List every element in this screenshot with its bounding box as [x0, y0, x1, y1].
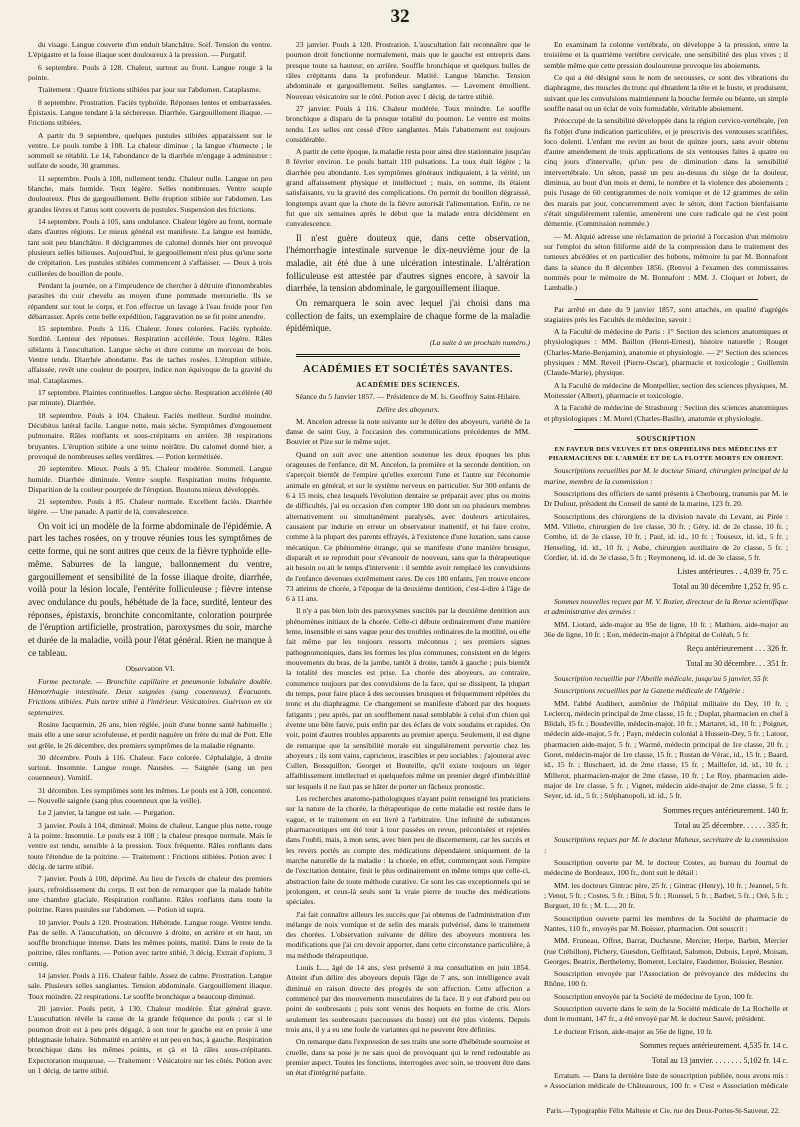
academy-title: ACADÉMIE DES SCIENCES. [356, 380, 460, 389]
paragraph: 14 janvier. Pouls à 116. Chaleur faible. Assez de calme. Prostration. Langue sale. Plusieurs selles sanglantes. Tension abdominale. Gargouillement iliaque. Toux moindre. 22 respirations. Le souffle bronchique a beaucoup diminué. [28, 971, 272, 1001]
paragraph: M. Ancelon adresse la note suivante sur le délire des aboyeurs, variété de la danse de saint Guy, à l'occasion des communications précédentes de MM. Bouvier et Pize sur le même sujet. [286, 416, 530, 447]
paragraph: Rosine Jacquemin, 26 ans, bien réglée, jouit d'une bonne santé habituelle ; mais elle a une sœur scrofuleuse, et perdit naguère un frère du mal de Pott. Elle est grêle, le 26 décembre, des premiers symptômes de la maladie régnante. [28, 719, 272, 750]
paragraph: MM. Liotard, aide-major au 95e de ligne, 10 fr. ; Mathieu, aide-major au 36e de ligne, 10 fr. ; Eon, médecin-major à l'hôpital de Coléah, 5 fr. [544, 619, 788, 639]
paragraph: Le 2 janvier, la langue est sale. — Purgation. [38, 808, 175, 818]
paragraph: — M. Alquié adresse une réclamation de priorité à l'occasion d'un mémoire sur l'emploi du séton filiforme aidé de la compression dans le traitement des tumeurs abcédées et en particulier des bubons, mémoire lu par M. Bonnafont dans la séance du 8 décembre 1856. (Renvoi à l'examen des commissaires nommés pour le mémoire de M. Bonnafont : MM. J. Cloquet et Jobert, de Lamballe.) [544, 231, 788, 293]
paragraph: MM. les docteurs Gintrac père, 25 fr. ; Gintrac (Henry), 10 fr. ; Jeannel, 5 fr. ; Venot, 5 fr. ; Costes, 5 fr. ; Bitot, 5 fr. ; Roussel, 5 fr. ; Barbet, 5 fr. ; Orè, 5 fr. ; Burguet, 10 fr. ; M. L..., 20 fr. [544, 880, 788, 911]
paragraph: MM. l'abbé Audibert, aumônier de l'hôpital militaire du Dey, 10 fr. ; Leclercq, médecin principal de 2me classe, 15 fr. ; Duplat, pharmacien en chef à Blidah, 15 fr. ; Boudeville, médecin-major, 10 fr. ; Martaret, id., 10 fr. ; Poignet, médecin aide-major, 5 fr. ; Payn, médecin colonial à Hussein-Dey, 5 fr. ; Latour, pharmacien aide-major, 5 fr. ; Warmé, médecin principal de 1re classe, 20 fr. ; Goret, médecin-major de 1re classe, 15 fr. ; Rustan de Vérac, id., 15 fr. ; Baard, id., 15 fr. ; Buschaert, id. de 2me classe, 15 fr. ; Maillefer, id. id., 10 fr. ; Millerot, pharmacien-major de 2me classe, 10 fr. ; Le Roy, pharmacien aide-major de 1re classe, 5 fr. ; Vignet, médecin aide-major de 2me classe, 5 fr. ; Seyer, id. id., 5 fr. ; Stéphanopoli, id. id., 5 fr. [544, 698, 788, 801]
summary-paragraph: On voit ici un modèle de la forme abdominale de l'épidémie. A part les taches rosées, on y trouve réunies tous les symptômes de cette forme, qui ne sont autres que ceux de la fièvre typhoïde elle-même. Saburres de la langue, ballonnement du ventre, gargouillement et sensibilité de la fosse iliaque droite, diarrhée, voilà pour la lésion locale, l'entérite folliculeuse ; fièvre intense avec ondulance du pouls, hébétude de la face, surdité, lenteur des réponses, épistaxis, bronchite concomitante, coloration pourprée de l'éruption artificielle, prostration, paroxysmes du soir, marche et durée de la maladie, voilà pour l'état général. Rien ne manque à ce tableau. [28, 520, 272, 658]
paragraph: 8 septembre. Prostration. Faciès typhoïde. Réponses lentes et embarrassées. Épistaxis. Langue tendant à la sécheresse. Diarrhée. Gargouillement iliaque. — Frictions stibiées. [28, 97, 272, 128]
paragraph: Souscriptions recueillies par la Gazette médicale de l'Algérie : [554, 686, 745, 696]
divider [574, 429, 758, 430]
total-line: Total au 13 janvier. . . . . . . . 5,102 fr. 14 c. [651, 1055, 788, 1065]
paragraph: Souscriptions des officiers de santé présents à Cherbourg, transmis par M. le Dr Dufour, président du Conseil de santé de la marine, 123 fr. 20. [544, 488, 788, 509]
paragraph: A la Faculté de médecine de Montpellier, section des sciences physiques, M. Moitessier (Albert), pharmacie et toxicologie. [544, 380, 788, 400]
total-line: Reçu antérieurement . . . 326 fr. [686, 644, 788, 654]
printer-imprint: Paris.—Typographie Félix Malteste et Cie, rue des Deux-Portes-St-Sauveur, 22. [546, 1106, 780, 1115]
section-title: ACADÉMIES ET SOCIÉTÉS SAVANTES. [303, 364, 513, 376]
paragraph: 23 janvier. Pouls à 120. Prostration. L'auscultation fait reconnaître que le poumon droit fonctionne normalement, mais que le gauche est entrepris dans presque toute sa hauteur, en arrière. Souffle bronchique et quelques bulles de râles crépitants dans la profondeur. Matité. Langue blanche. Tension abdominale et gargouillement. Selles sanglantes. — Lavement émollient. Nouveau vésicatoire sur le côté. Potion avec 1 décig. de tartre stibié. [286, 40, 530, 101]
paragraph: 31 décembre. Les symptômes sont les mêmes. Le pouls est à 108, concentré. — Nouvelle saignée (sang plus couenneux que la veille). [28, 785, 272, 806]
paragraph: Souscription ouverte dans le sein de la Société médicale de La Rochelle et dont le montant, 147 fr., a été envoyé par M. le docteur Sauvé, président. [544, 1004, 788, 1024]
paragraph: Préoccupé de la sensibilité développée dans la région cervico-vertébrale, j'en fis l'objet d'une indication particulière, et je prescrivis des ventouses scarifiées, loco dolenti. L'enfant me revint au bout de quinze jours, sans avoir obtenu d'autre amendement de trois applications de six ventouses faites à quatre ou cinq jours d'intervalle, qu'un peu de diminution dans la sensibilité intervertébrale. Un séton, passé un peu au-dessus du siège de la douleur, diminua, au bout d'un mois et demi, le nombre et la violence des aboiements ; puis l'usage de 60 centigrammes de noix vomique et de 12 grammes de selin des marais par jour, concurremment avec le séton, dont l'action bienfaisante s'était singulièrement ralentie, amenèrent une cure radicale qui ne s'est point démentie. (Commission nommée.) [544, 116, 788, 229]
paragraph: 11 septembre. Pouls à 108, nullement tendu. Chaleur nulle. Langue un peu blanche, mais humide. Toux légère. Selles nombreuses. Ventre souple douloureux. Plus de gargouillement. Belle éruption stibiée sur l'abdomen. Les grandes lèvres et l'anus sont couverts de pustules. Suspension des frictions. [28, 173, 272, 214]
paragraph: Sommes nouvelles reçues par M. V. Rozier, directeur de la Revue scientifique et administrative des armées : [544, 596, 788, 617]
paragraph: Souscriptions reçues par M. le docteur Maheux, secrétaire de la commission : [544, 835, 788, 855]
paragraph: Les recherches anatomo-pathologiques n'ayant point renseigné les praticiens sur la nature de la chorée, la thérapeutique de cette maladie est restée dans le vague, et le traitement en est livré à l'arbitraire. Une infinité de substances pharmaceutiques ont été tour à tour passées en revue, préconisées et rejetées dans l'oubli, mais, à mon sens, avec bien peu de discernement, car les succès et les revers portés au compte des médications dépendaient uniquement de la marche naturelle de la maladie : la chorée, en effet, commençant sous l'empire de l'excitation dentaire, finit le plus ordinairement en même temps que celle-ci, abstraction faite de toute méthode curative. Ce sont les cas exceptionnels qui se prolongent, et ceux-là seuls sont la vraie pierre de touche des médications spéciales. [286, 794, 530, 907]
paragraph: du visage. Langue couverte d'un enduit blanchâtre. Soif. Tension du ventre. L'épigastre et la fosse iliaque sont douloureux à la pression. — Purgatif. [28, 40, 272, 60]
paragraph: A partir du 9 septembre, quelques pustules stibiées apparaissent sur le ventre. Le pouls tombe à 108. La chaleur diminue ; la langue s'humecte ; le sommeil se rétablit. Le 14, l'abondance de la diarrhée m'engage à administrer : sulfate de soude, 30 grammes. [28, 130, 272, 171]
paragraph: 10 janvier. Pouls à 120. Prostration. Hébétude. Langue rouge. Ventre tendu. Pas de selle. A l'auscultation, on découvre à droite, en arrière et en haut, un souffle bronchique intense. Dans les mêmes points, matité. Dans le reste de la poitrine, râles ronflants. — Potion avec tartre stibié, 3 décig. Extrait d'opium, 3 centig. [28, 917, 272, 968]
total-line: Sommes reçues antérieurement. 4,535 fr. 14 c. [639, 1041, 788, 1051]
paragraph: 14 septembre. Pouls à 105, sans ondulance. Chaleur légère au front, normale dans d'autres régions. Le mieux général est manifeste. La langue est humide, tant soit peu blanchâtre. 8 décigrammes de calomel donnés hier ont provoqué plusieurs selles bilieuses. Aujourd'hui, le gargouillement n'est plus qu'une sorte de crépitation. Les pustules stibiées commencent à s'affaisser. — Deux à trois cuillerées de bouillon de poule. [28, 217, 272, 278]
paragraph: Louis L..., âgé de 14 ans, s'est présenté à ma consultation en juin 1854. Atteint d'un délire des aboyeurs depuis l'âge de 7 ans, son intelligence avait diminué en raison directe des progrès de son affection. Cette affection a commencé par des mouvements musculaires de la face. Il y eut d'abord peu ou point de soubresauts ; puis sont venus des hoquets en forme de cris. Alors seulement les soubresauts (secousses du buste) ont été plus violents. Depuis trois ans, il y a eu une foule de variantes qui ne peuvent être définies. [286, 963, 530, 1034]
paragraph: Par arrêté en date du 9 janvier 1857, sont attachés, en qualité d'agrégés stagiaires près les Facultés de médecine, savoir : [544, 304, 788, 324]
divider [574, 299, 758, 300]
page-number: 32 [390, 6, 410, 27]
total-line: Total au 30 décembre. . . 351 fr. [686, 659, 788, 669]
total-line: Listes antérieures . . 4,039 fr. 75 c. [677, 567, 788, 577]
paragraph: 3 janvier. Pouls à 104, diminué. Moins de chaleur. Langue plus nette, rouge à la pointe. Insomnie. Le pouls est à 108 ; la chaleur presque normale. Mais le ventre est tendu, sensible à la pression. Toux fréquente. Râles ronflants dans toute l'étendue de la poitrine. — Traitement : Frictions stibiées. Potion avec 1 décig. de tartre stibié. [28, 820, 272, 871]
paragraph: Quand on suit avec une attention soutenue les deux époques les plus orageuses de l'enfance, dit M. Ancelon, la première et la seconde dentition, on s'aperçoit bientôt de l'empire qu'elles exercent l'une et l'autre sur l'économie animale en général, et sur le système nerveux en particulier. Sur 300 enfants de 6 à 15 mois, chez lesquels l'évolution dentaire se préparait avec plus ou moins de difficultés, j'ai eu occasion d'en compter 180 dont un ou plusieurs membres alternativement ou simultanément paralysés, avec douleurs articulaires, causaient par indurie en erreur un observateur inattentif, et lui faire croire, comme à la plupart des parents effrayés, à l'existence d'une luxation, sans cause mécanique. Ce phénomène étrange, qui se manifeste d'une manière brusque, disparaît et se reproduit pour s'évanouir de nouveau, sans que la thérapeutique ait besoin ou ait le temps d'intervenir : il semble avoir remplacé les convulsions de l'enfance devenues extrêmement rares. De ces 180 enfants, j'en trouve encore 73 atteints de chorée, à l'époque de la deuxième dentition, c'est-à-dire à l'âge de 6 à 11 ans. [286, 449, 530, 604]
subscription-subtitle: EN FAVEUR DES VEUVES ET DES ORPHELINS DES MÉDECINS ET PHARMACIENS DE L'ARMÉE ET DE LA FLOTTE MORTS EN ORIENT. [548, 446, 784, 463]
paragraph: MM. Fruneau, Offret, Barrat, Duchesne, Mercier, Herpe, Barbin, Mercier (rue Crébillon), Pichery, Guesdon, Geffriaud, Salomon, Dubois, Lepré, Moisan, Georges, Beatrix, Berthelemy, Bomeret, Leclaire, Faudemer, Boissier, Besnier. [544, 936, 788, 966]
paragraph: Il n'est guère douteux que, dans cette observation, l'hémorrhagie intestinale survenue le dix-neuvième jour de la maladie, ait été due à une ulcération intestinale. L'altération folliculeuse est attestée par d'autres signes encore, à savoir la diarrhée, la tension abdominale, le gargouillement iliaque. [286, 232, 530, 294]
session-line: Séance du 5 Janvier 1857. — Présidence de M. Is. Geoffroy Saint-Hilaire. [295, 392, 521, 402]
paragraph: Traitement : Quatre frictions stibiées par jour sur l'abdomen. Cataplasme. [38, 85, 261, 95]
paragraph: Pendant la journée, on a l'imprudence de chercher à détruire d'innombrables parasites du cuir chevelu au moyen d'une pommade mercurielle. Ils se répandent sur tout le corps, et l'on effectue un lavage à l'eau froide pour l'en débarrasser. Après cette belle expédition, l'aggravation ne se fit point attendre. [28, 280, 272, 321]
paragraph: Souscription ouverte parmi les membres de la Société de pharmacie de Nantes, 110 fr., envoyés par M. Boisser, pharmacien. Ont souscrit : [544, 913, 788, 933]
total-line: Total au 25 décembre. . . . . . 335 fr. [674, 820, 788, 830]
paragraph: Il n'y a pas bien loin des paroxysmes suscités par la deuxième dentition aux phénomènes initiaux de la chorée. Celle-ci débute ordinairement d'une manière lente, insensible et sans vague pour des troubles ordinaires de la motilité, ou elle fait même par les toujours ressorts méconnus ; ses premiers signes pathognomoniques, dans les formes les plus communes, consistent en de légers mouvements du bras, de la jambe, tantôt à droite, tantôt à gauche ; puis bientôt la totalité des muscles est prise. La chorée des aboyeurs, au contraire, commence toujours par des convulsions de la face, qui se dissipent, la plupart du temps, pour faire place à des secousses brusques et fréquemment répétées du tronc et du diaphragme. Ce changement se manifeste d'abord par des hoquets fatigants ; peu après, par un soufflement nasal semblable à celui d'un chien qui évente une bête fauve, puis enfin par des éclats de voix soudains et rapides. On voit, point d'autres troubles apparents au premier aperçu. Seulement, il est digne de remarque que la sensibilité morale est singulièrement pervertie chez les aboyeurs ; ils sont vains, capricieux, irascibles et peu sociables : j'ajouterai avec Cullen, Bossquillon, Georget et Bouteille, qu'il existe toujours un léger affaiblissement intellectuel et quelquefois même un premier degré d'imbécillité sur lesquels il ne faut pas se hâter de porter un fâcheux pronostic. [286, 606, 530, 791]
column-1 [28, 40, 272, 1090]
paragraph: Souscription recueillie par l'Abeille médicale, jusqu'au 5 janvier, 55 fr. [554, 673, 769, 683]
paragraph: Souscription envoyée par la Société de médecine de Lyon, 100 fr. [554, 991, 754, 1001]
column-2 [286, 40, 530, 1090]
paragraph: 15 septembre. Pouls à 116. Chaleur. Joues colorées. Faciès typhoïde. Surdité. Lenteur des réponses. Respiration accélérée. Toux légère. Râles sibilants à l'auscultation. Langue sèche et dure comme un morceau de bois. Ventre tendu. Diarrhée abondante. Pas de taches rosées. L'éruption stibiée, affaissée, revêt une couleur de pourpre, indice non équivoque de la gravité du mal. Cataplasmes. [28, 324, 272, 385]
paragraph: Souscription envoyée par l'Association de prévoyance des médecins du Rhône, 100 fr. [544, 969, 788, 989]
observation-lead: Forme pectorale. — Bronchite capillaire et pneumonie lobulaire double. Hémorrhagie intestinale. Deux saignées (sang couenneux). Évacuants. Frictions stibiées. Puis tartre stibié à l'intérieur. Vésicatoires. Guérison en six septenaires. [28, 676, 272, 717]
divider [296, 354, 520, 357]
paragraph: A la Faculté de médecine de Paris : 1° Section des sciences anatomiques et physiologiques : MM. Baillon (Henri-Ernest), histoire naturelle ; Rouget (Charles-Marie-Benjamin), anatomie et physiologie. — 2° Section des sciences physiques : MM. Reveil (Pierre-Oscar), pharmacie et toxicologie ; Guillemin (Claude-Marie), physique. [544, 327, 788, 378]
subscription-title: SOUSCRIPTION [636, 434, 696, 443]
paragraph: A partir de cette époque, la maladie resta pour ainsi dire stationnaire jusqu'au 8 février environ. Le pouls battait 110 pulsations. La toux était légère ; la diarrhée peu abondante. Les symptômes généraux indiquaient, à la vérité, un grand affaissement physique et intellectuel ; mais, en somme, ils étaient satisfaisants, vu la gravité des complications. On permit du bouillon dégraissé, longtemps avant que la chute de la fièvre autorisât l'alimentation. Enfin, ce ne fut que six semaines après le début que la malade entra décidément en convalescence. [286, 147, 530, 229]
paragraph: On remarquera le soin avec lequel j'ai choisi dans ma collection de faits, un exemplaire de chaque forme de la maladie épidémique. [286, 298, 530, 334]
paragraph: Souscription ouverte par M. le docteur Costes, au bureau du Journal de médecine de Bordeaux, 100 fr., dont suit le détail : [544, 858, 788, 878]
paragraph: 30 décembre. Pouls à 116. Chaleur. Face colorée. Céphalalgie, à droite surtout. Insomnie. Langue rouge. Nausées. — Saignée (sang un peu couenneux). Vomitif. [28, 752, 272, 783]
total-line: Sommes reçues antérieurement. 140 fr. [663, 805, 788, 815]
total-line: Total au 30 décembre 1,252 fr. 95 c. [672, 582, 788, 592]
article-columns [28, 40, 788, 1090]
observation-title: Observation VI. [125, 664, 175, 674]
erratum: Erratum. — Dans la dernière liste de souscription publiée, nous avons mis : « Association médicale de Châteauroux, 100 fr. » C'est « Association médicale [544, 1070, 788, 1090]
column-3 [544, 40, 788, 1090]
paragraph: Souscriptions des chirurgiens de la division navale du Levant, au Pirée : MM. Villette, chirurgien de 1re classe, 30 fr. ; Géry, id. de 2e classe, 10 fr. ; Combe, id. de 3e classe, 10 fr. ; Paul, id. id., 10 fr. ; Touseux, id. id., 5 fr. ; Henseling, id. id., 10 fr. ; Aube, chirurgien auxiliaire de 2e classe, 5 fr. ; Cordier, id. id. de 3e classe, 5 fr. ; Reymonenq, id. id. de 3e classe, 5 fr. [544, 511, 788, 562]
paragraph: 18 septembre. Pouls à 104. Chaleur. Faciès meilleur. Surdité moindre. Décubitus latéral facile. Langue nette, mais sèche. Symptômes d'engouement pulmonaire. Râles ronflants et sous-crépitants en arrière. 38 respirations bruyantes. L'éruption stibiée a une teinte noirâtre. Du calomel donné hier, a provoqué de nombreuses selles verdâtres. — Potion kermétisée. [28, 410, 272, 461]
paragraph: Le docteur Frison, aide-major au 56e de ligne, 10 fr. [554, 1026, 713, 1036]
paragraph: Souscriptions recueillies par M. le docteur Sinard, chirurgien principal de la marine, membre de la commission : [544, 466, 788, 486]
paragraph: 27 janvier. Pouls à 116. Chaleur modérée. Toux moindre. Le souffle bronchique a disparu de la presque totalité du poumon. Le ventre est moins tendu. Les selles ont cessé d'être sanglantes. Mais l'abattement est toujours considérable. [286, 103, 530, 144]
paragraph: 20 janvier. Pouls petit, à 130. Chaleur modérée. État général grave. L'auscultation révèle la cause de la grande fréquence du pouls ; car si le poumon droit est à peu près dégagé, à son tour le gauche est en proie à une phlegmasie lobaire. Submatité en arrière et un peu en bas, à gauche. Respiration bronchique dans les mêmes points, et çà et là râles sous-crépitants. Expectoration muqueuse. — Traitement : Vésicatoire sur les côtés. Potion avec un 1 décig. de tartre stibié. [28, 1004, 272, 1075]
paragraph: J'ai fait connaître ailleurs les succès que j'ai obtenus de l'administration d'un mélange de noix vomique et de selin des marais pulvérisé, dans le traitement des chorées. L'observation suivante de délire des aboyeurs montrera les modifications que j'ai cru devoir apporter, dans cette circonstance particulière, à ma méthode thérapeutique. [286, 909, 530, 960]
topic-title: Délire des aboyeurs. [376, 404, 440, 414]
paragraph: 20 septembre. Mieux. Pouls à 95. Chaleur modérée. Sommeil. Langue humide. Diarrhée diminuée. Ventre souple. Respiration moins fréquente. Disparition de la couleur pourprée de l'éruption. Boutons mieux développés. [28, 464, 272, 494]
paragraph: 6 septembre. Pouls à 128. Chaleur, surtout au front. Langue rouge à la pointe. [28, 62, 272, 82]
paragraph: 7 janvier. Pouls à 100, déprimé. Au lieu de l'excès de chaleur des premiers jours, refroidissement du corps. Il est bon de remarquer que la malade habite une chambre glaciale. Respiration ronflante. Râles ronflants dans toute la poitrine. Rares pustules sur l'abdomen. — Potion id supra. [28, 874, 272, 915]
paragraph: Ce qui a été désigné sous le nom de secousses, ce sont des vibrations du diaphragme, des muscles du tronc qui ébranlent la tête et le buste, et produisent, suivant que les convulsions maintiennent la bouche fermée ou béante, un simple souffle nasal ou un éclat de voix formidable, véritable aboiement. [544, 72, 788, 113]
paragraph: A la Faculté de médecine de Strasbourg : Section des sciences anatomiques et physiologiques : M. Morel (Charles-Basile), anatomie et physiologie. [544, 403, 788, 423]
continued-note: (La suite à un prochain numéro.) [429, 338, 530, 348]
paragraph: 21 septembre. Pouls à 85. Chaleur normale. Excellent faciès. Diarrhée légère. — Une panade. A partir de là, convalescence. [28, 497, 272, 517]
paragraph: 17 septembre. Plaintes continuelles. Langue sèche. Respiration accélérée (40 par minute). Diarrhée. [28, 388, 272, 408]
paragraph: En examinant la colonne vertébrale, on développe à la pression, entre la troisième et la quatrième vertèbre cervicale, une sensibilité des plus vives ; il semble même que cette pression douloureuse provoque les aboiements. [544, 40, 788, 70]
paragraph: On remarque dans l'expression de ses traits une sorte d'hébétude sournoise et cruelle, dans sa pose je ne sais quoi de provoquant qui le rend redoutable au premier aspect. Toutes les fonctions, interrogées avec soin, se trouvent être dans un état d'intégrité parfaite. [286, 1037, 530, 1078]
